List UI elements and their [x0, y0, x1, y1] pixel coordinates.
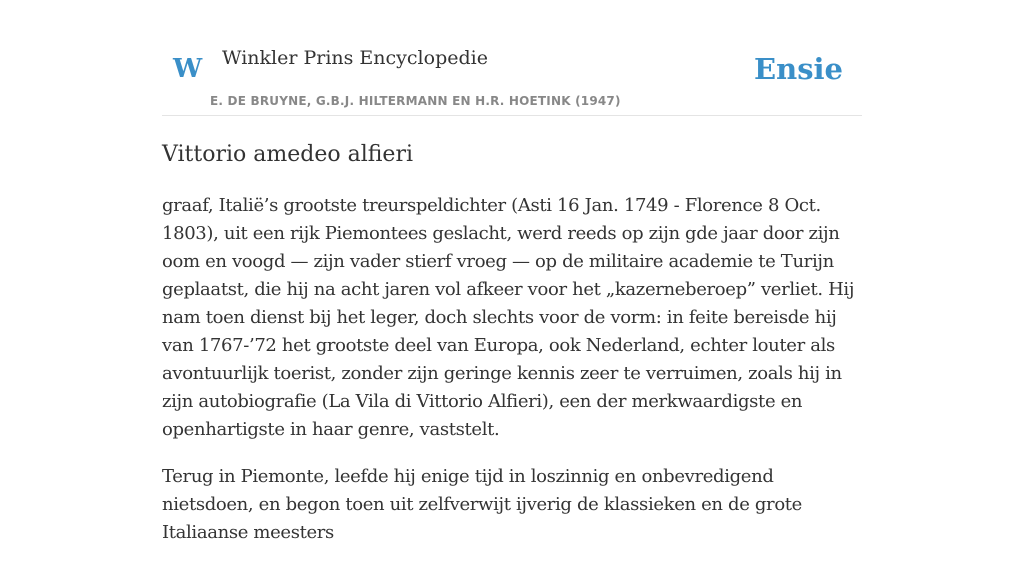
- article-paragraph: graaf, Italië’s grootste treurspeldichter (Asti 16 Jan. 1749 - Florence 8 Oct. 1803), uit een rijk Piemontees geslacht, werd reeds op zijn gde jaar door zijn oom en voogd — zijn vader stierf vroeg — op de militaire academie te Turijn geplaatst, die hij na acht jaren vol afkeer voor het „kazerneberoep” verliet. Hij nam toen dienst bij het leger, doch slechts voor de vorm: in feite bereisde hij van 1767-’72 het grootste deel van Europa, ook Nederland, echter louter als avontuurlijk toerist, zonder zijn geringe kennis zeer te verruimen, zoals hij in zijn autobiografie (La Vila di Vittorio Alfieri), een der merkwaardigste en openhartigste in haar genre, vaststelt.: [162, 195, 855, 440]
- source-title[interactable]: Winkler Prins Encyclopedie: [222, 47, 488, 69]
- ensie-logo[interactable]: Ensie: [754, 52, 843, 86]
- article-paragraph: Terug in Piemonte, leefde hij enige tijd in loszinnig en onbevredigend nietsdoen, en begon toen uit zelfverwijt ijverig de klassieken en de grote Italiaanse meesters: [162, 466, 802, 543]
- source-authors: E. DE BRUYNE, G.B.J. HILTERMANN EN H.R. HOETINK (1947): [210, 94, 621, 108]
- winkler-prins-logo[interactable]: W: [173, 54, 203, 84]
- article-title: Vittorio amedeo alfieri: [162, 142, 413, 167]
- article-body: [162, 192, 862, 566]
- site-header: [162, 0, 862, 116]
